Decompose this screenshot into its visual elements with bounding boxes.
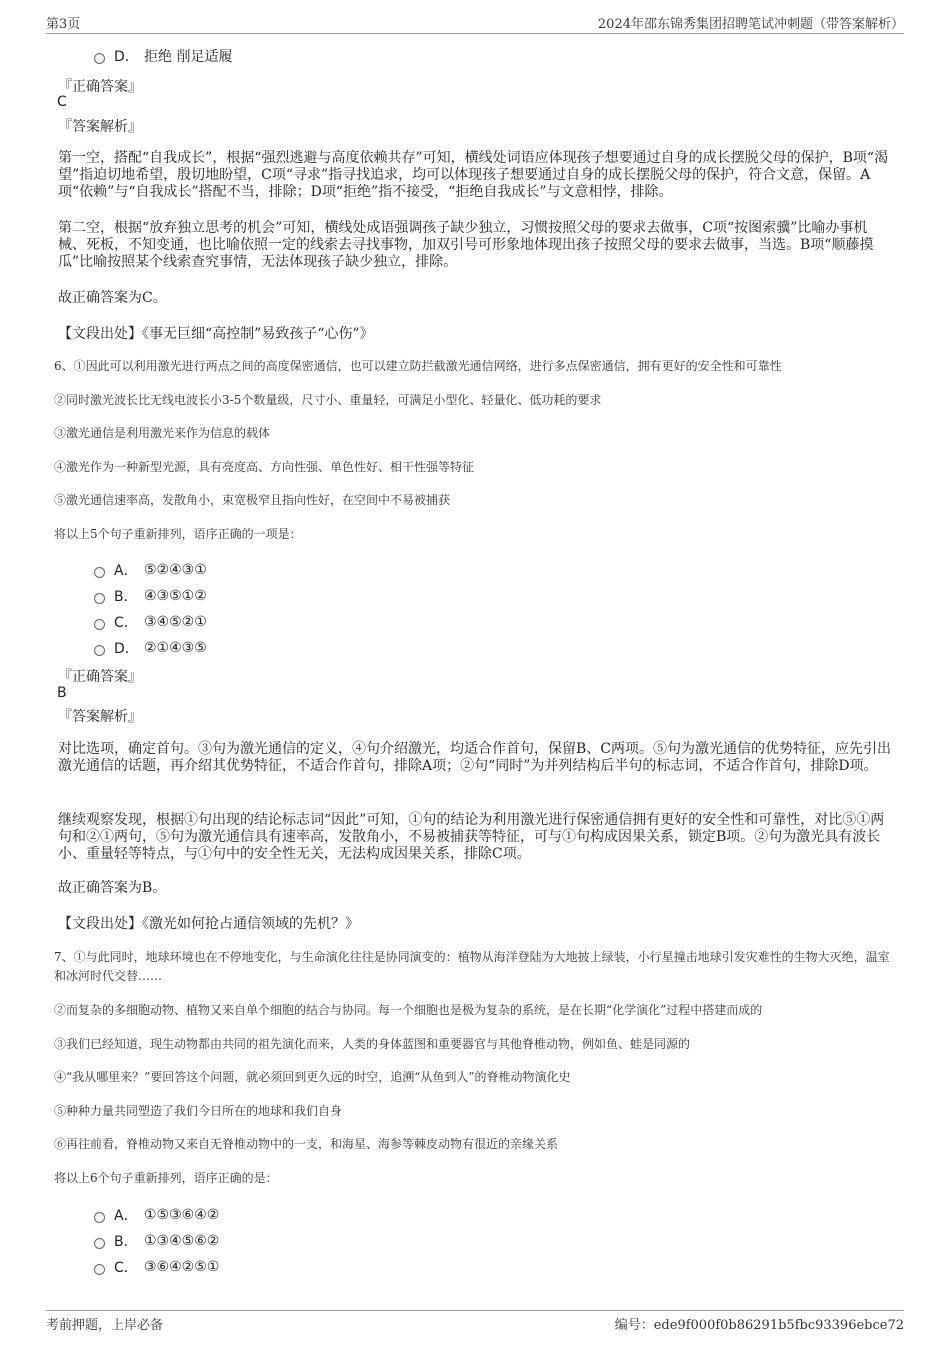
q5-conclusion: 故正确答案为C。 [58, 290, 167, 306]
q7-option-b[interactable] [94, 1231, 219, 1251]
radio-icon[interactable] [94, 1212, 105, 1223]
q6-analysis-label: 『答案解析』 [58, 709, 142, 725]
q5-source: 【文段出处】《事无巨细“高控制”易致孩子“心伤”》 [58, 326, 374, 342]
option-letter: B． [114, 589, 138, 605]
q7-sentence: ⑤种种力量共同塑造了我们今日所在的地球和我们自身 [54, 1104, 343, 1118]
option-text: ②①④③⑤ [144, 640, 207, 656]
q6-sentence: ⑤激光通信速率高，发散角小，束宽极窄且指向性好，在空间中不易被捕获 [54, 493, 451, 507]
q5-analysis-paragraph: 第二空，根据“放弃独立思考的机会”可知，横线处成语强调孩子缺少独立，习惯按照父母的要求去做事，C项“按图索骥”比喻办事机械、死板，不知变通，也比喻依照一定的线索去寻找事物，加双引号可形象地体现出孩子按照父母的要求去做事，当选。B项“顺藤摸瓜”比喻按照某个线索查究事情，无法体现孩子缺少独立，排除。 [58, 220, 874, 270]
option-text: ①⑤③⑥④② [144, 1207, 220, 1223]
q6-answer-value: B [57, 685, 67, 701]
q7-sentence: ⑥再往前看，脊椎动物又来自无脊椎动物中的一支，和海星、海参等棘皮动物有很近的亲缘关系 [54, 1137, 559, 1151]
page-number: 第3页 [46, 17, 81, 32]
radio-icon[interactable] [94, 53, 105, 64]
q5-answer-value: C [57, 94, 67, 110]
q5-analysis-paragraph: 第一空，搭配“自我成长”，根据“强烈逃避与高度依赖共存”可知，横线处词语应体现孩子想要通过自身的成长摆脱父母的保护，B项“渴望”指迫切地希望，殷切地盼望，C项“寻求”指寻找追求，均可以体现孩子想要通过自身的成长摆脱父母的保护，符合文意，保留。A项“依赖”与“自我成长”搭配不当，排除；D项“拒绝”指不接受，“拒绝自我成长”与文意相悖，排除。 [58, 150, 889, 200]
header-divider [46, 33, 904, 34]
option-text: ③④⑤②① [144, 614, 207, 630]
radio-icon[interactable] [94, 1264, 105, 1275]
q6-sentence: ③激光通信是利用激光来作为信息的载体 [54, 426, 271, 440]
q6-sentence: ④激光作为一种新型光源，具有亮度高、方向性强、单色性好、相干性强等特征 [54, 460, 475, 474]
q6-sentence: 6、①因此可以利用激光进行两点之间的高度保密通信，也可以建立防拦截激光通信网络，进行多点保密通信，拥有更好的安全性和可靠性 [54, 359, 782, 373]
q6-analysis-paragraph: 继续观察发现，根据①句出现的结论标志词“因此”可知，①句的结论为利用激光进行保密通信拥有更好的安全性和可靠性，对比⑤①两句和②①两句，⑤句为激光通信具有速率高，发散角小，不易被捕获等特征，可与①句构成因果关系，锁定B项。②句为激光具有波长小、重量轻等特点，与①句中的安全性无关，无法构成因果关系，排除C项。 [58, 812, 885, 862]
q5-answer-label: 『正确答案』 [58, 79, 142, 95]
q6-option-c[interactable] [94, 612, 207, 632]
q7-option-c[interactable] [94, 1257, 219, 1277]
q7-sentence: ③我们已经知道，现生动物都由共同的祖先演化而来，人类的身体蓝图和重要器官与其他脊椎动物，例如鱼、蛙是同源的 [54, 1037, 691, 1051]
option-text: ④③⑤①② [144, 588, 207, 604]
document-code: 编号：ede9f000f0b86291b5fbc93396ebce72 [614, 1318, 904, 1333]
q7-sentence: ④“我从哪里来？”要回答这个问题，就必须回到更久远的时空，追溯“从鱼到人”的脊椎动物演化史 [54, 1070, 571, 1084]
q6-source: 【文段出处】《激光如何抢占通信领域的先机？》 [58, 916, 359, 932]
q7-prompt: 将以上6个句子重新排列，语序正确的是： [54, 1171, 278, 1185]
document-title: 2024年邵东锦秀集团招聘笔试冲刺题（带答案解析） [597, 17, 904, 32]
q6-option-b[interactable] [94, 586, 207, 606]
radio-icon[interactable] [94, 567, 105, 578]
radio-icon[interactable] [94, 645, 105, 656]
q5-analysis-label: 『答案解析』 [58, 119, 142, 135]
option-text: ③⑥④②⑤① [144, 1259, 220, 1275]
q6-option-d[interactable] [94, 638, 207, 658]
option-text: ⑤②④③① [144, 562, 207, 578]
footer-divider [46, 1310, 904, 1311]
option-letter: C． [114, 1260, 138, 1276]
option-letter: B． [114, 1234, 138, 1250]
option-letter: C． [114, 615, 138, 631]
q6-sentence: ②同时激光波长比无线电波长小3-5个数量级，尺寸小、重量轻，可满足小型化、轻量化、低功耗的要求 [54, 393, 602, 407]
option-text: ①③④⑤⑥② [144, 1233, 220, 1249]
q7-option-a[interactable] [94, 1205, 219, 1225]
radio-icon[interactable] [94, 619, 105, 630]
option-letter: A． [114, 1208, 138, 1224]
option-text: 拒绝 削足适履 [144, 49, 233, 65]
q6-conclusion: 故正确答案为B。 [58, 880, 167, 896]
q6-analysis-paragraph: 对比选项，确定首句。③句为激光通信的定义，④句介绍激光，均适合作首句，保留B、C两项。⑤句为激光通信的优势特征，应先引出激光通信的话题，再介绍其优势特征，不适合作首句，排除A项；②句“同时”为并列结构后半句的标志词，不适合作首句，排除D项。 [58, 741, 891, 774]
q6-option-a[interactable] [94, 560, 207, 580]
footer-slogan: 考前押题，上岸必备 [46, 1318, 164, 1333]
option-letter: D． [114, 49, 139, 65]
radio-icon[interactable] [94, 1238, 105, 1249]
radio-icon[interactable] [94, 593, 105, 604]
option-letter: D． [114, 641, 139, 657]
q6-answer-label: 『正确答案』 [58, 669, 142, 685]
q6-prompt: 将以上5个句子重新排列，语序正确的一项是： [54, 527, 302, 541]
q7-sentence: 7、①与此同时，地球环境也在不停地变化，与生命演化往往是协同演变的：植物从海洋登陆为大地披上绿装，小行星撞击地球引发灾难性的生物大灭绝，温室和冰河时代交替…… [54, 950, 890, 983]
q5-option-d[interactable] [94, 46, 232, 66]
option-letter: A． [114, 563, 138, 579]
q7-sentence: ②而复杂的多细胞动物、植物又来自单个细胞的结合与协同。每一个细胞也是极为复杂的系统，是在长期“化学演化”过程中搭建而成的 [54, 1003, 763, 1017]
